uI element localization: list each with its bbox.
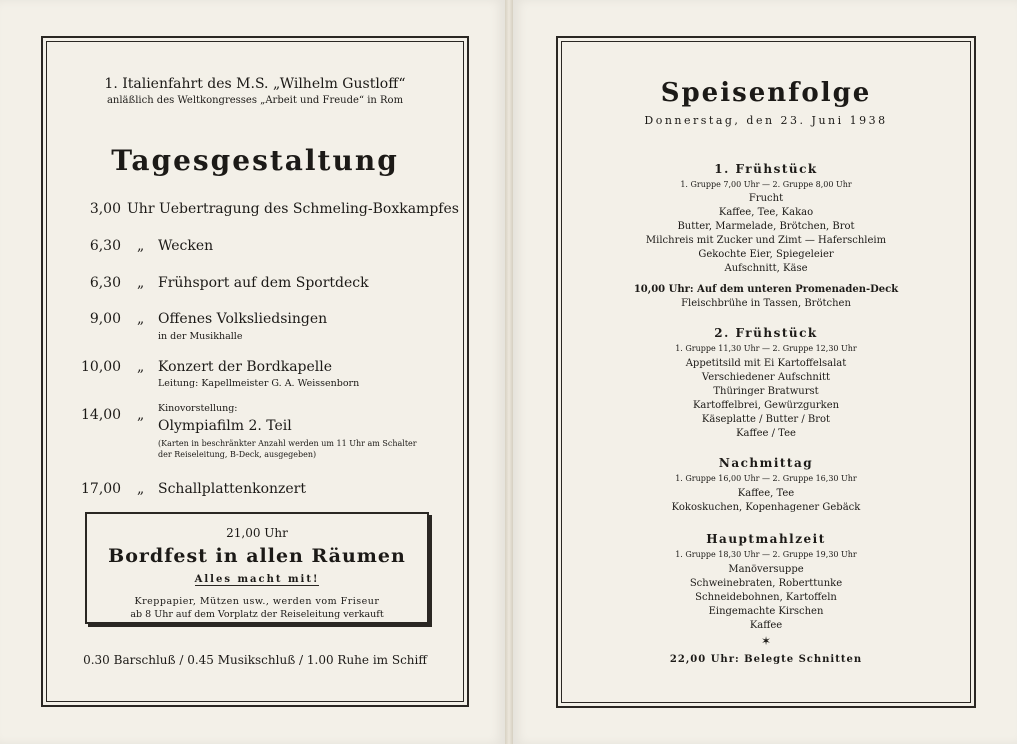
schedule-title: Tagesgestaltung: [111, 144, 399, 177]
schedule-event: Schallplattenkonzert: [158, 481, 306, 497]
main-heading: Hauptmahlzeit: [706, 532, 826, 546]
schedule-event: Wecken: [158, 238, 214, 254]
schedule-time: 6,30: [89, 238, 121, 254]
ditto-mark: „: [137, 311, 145, 327]
menu-item: Gekochte Eier, Spiegeleier: [698, 249, 834, 260]
trip-subline: anläßlich des Weltkongresses „Arbeit und Freude“ in Rom: [106, 95, 404, 106]
ditto-mark: „: [137, 481, 145, 497]
right-page: [513, 0, 1017, 744]
afternoon-heading: Nachmittag: [718, 456, 814, 470]
afternoon-groups: 1. Gruppe 16,00 Uhr — 2. Gruppe 16,30 Uhr: [675, 474, 857, 483]
menu-item: Thüringer Bratwurst: [713, 386, 819, 397]
schedule-subtext: in der Musikhalle: [158, 331, 243, 342]
schedule-time: 3,00: [89, 201, 121, 217]
menu-item: Aufschnitt, Käse: [724, 263, 808, 274]
ditto-mark: „: [137, 359, 145, 375]
right-frame: [556, 36, 976, 708]
menu-item: Eingemachte Kirschen: [708, 606, 824, 617]
left-frame: [41, 36, 469, 707]
bordfest-note: ab 8 Uhr auf dem Vorplatz der Reiseleitung verkauft: [130, 609, 384, 620]
breakfast2-heading: 2. Frühstück: [714, 326, 818, 340]
star-divider: ✶: [760, 634, 772, 648]
ditto-mark: „: [137, 407, 145, 423]
left-page: [0, 0, 505, 744]
schedule-note: der Reiseleitung, B-Deck, ausgegeben): [158, 450, 317, 459]
trip-line: 1. Italienfahrt des M.S. „Wilhelm Gustloff“: [104, 76, 406, 92]
bordfest-title: Bordfest in allen Räumen: [108, 545, 406, 567]
bordfest-note: Kreppapier, Mützen usw., werden vom Friseur: [134, 596, 380, 607]
menu-date: Donnerstag, den 23. Juni 1938: [644, 114, 888, 127]
menu-item: Appetitsild mit Ei Kartoffelsalat: [685, 358, 847, 369]
menu-item: Manöversuppe: [728, 564, 804, 575]
menu-item: Kaffee: [749, 620, 783, 631]
menu-item: Frucht: [748, 193, 784, 204]
schedule-time: 17,00: [81, 481, 122, 497]
schedule-event: Frühsport auf dem Sportdeck: [158, 275, 369, 291]
bordfest-box: [85, 512, 429, 624]
schedule-time: 10,00: [81, 359, 122, 375]
bordfest-time: 21,00 Uhr: [226, 526, 288, 540]
main-groups: 1. Gruppe 18,30 Uhr — 2. Gruppe 19,30 Uhr: [675, 550, 857, 559]
schedule-time: 6,30: [89, 275, 121, 291]
ditto-mark: „: [137, 238, 145, 254]
schedule-event: Olympiafilm 2. Teil: [158, 418, 292, 434]
schedule-event: Konzert der Bordkapelle: [158, 359, 333, 375]
bordfest-slogan: Alles macht mit!: [194, 574, 320, 585]
menu-item: Schneidebohnen, Kartoffeln: [695, 592, 837, 603]
menu-item: Schweinebraten, Roberttunke: [689, 578, 843, 589]
schedule-event: Uhr Uebertragung des Schmeling-Boxkampfes: [127, 201, 459, 217]
menu-item: Kaffee, Tee: [737, 488, 795, 499]
schedule-time: 14,00: [81, 407, 122, 423]
deck-heading: 10,00 Uhr: Auf dem unteren Promenaden-Deck: [633, 284, 899, 295]
page-fold: [505, 0, 513, 744]
menu-item: Kartoffelbrei, Gewürzgurken: [692, 400, 840, 411]
closing-times: 0.30 Barschluß / 0.45 Musikschluß / 1.00 Ruhe im Schiff: [83, 653, 427, 667]
breakfast1-groups: 1. Gruppe 7,00 Uhr — 2. Gruppe 8,00 Uhr: [680, 180, 852, 189]
schedule-note: (Karten in beschränkter Anzahl werden um 11 Uhr am Schalter: [158, 439, 417, 448]
schedule-subtext: Leitung: Kapellmeister G. A. Weissenborn: [158, 378, 360, 389]
menu-item: Butter, Marmelade, Brötchen, Brot: [677, 221, 855, 232]
schedule-pretext: Kinovorstellung:: [158, 403, 238, 414]
menu-item: Käseplatte / Butter / Brot: [701, 414, 831, 425]
ditto-mark: „: [137, 275, 145, 291]
menu-item: Kaffee / Tee: [736, 428, 796, 439]
breakfast1-heading: 1. Frühstück: [714, 162, 818, 176]
schedule-time: 9,00: [89, 311, 121, 327]
menu-item: Milchreis mit Zucker und Zimt — Haferschleim: [645, 235, 887, 246]
menu-item: Kokoskuchen, Kopenhagener Gebäck: [671, 502, 861, 513]
breakfast2-groups: 1. Gruppe 11,30 Uhr — 2. Gruppe 12,30 Uhr: [675, 344, 857, 353]
menu-title: Speisenfolge: [660, 78, 872, 108]
menu-item: Fleischbrühe in Tassen, Brötchen: [681, 298, 851, 309]
late-snack: 22,00 Uhr: Belegte Schnitten: [669, 654, 863, 665]
menu-item: Verschiedener Aufschnitt: [701, 372, 831, 383]
schedule-event: Offenes Volksliedsingen: [158, 311, 328, 327]
menu-item: Kaffee, Tee, Kakao: [718, 207, 814, 218]
